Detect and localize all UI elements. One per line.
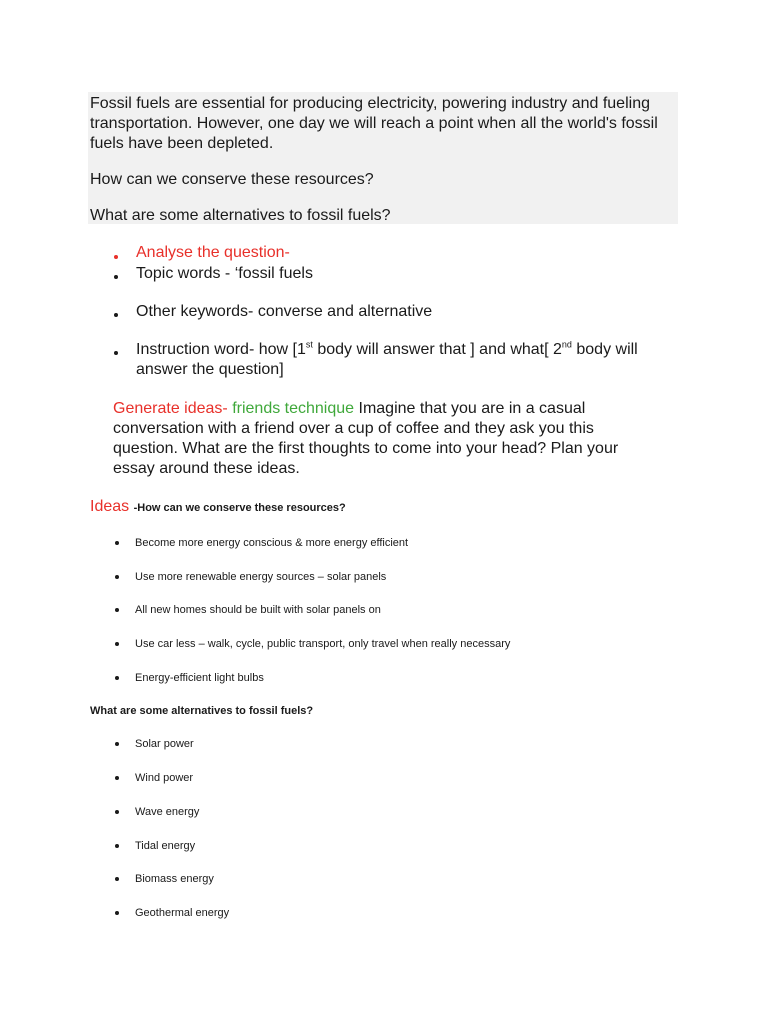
bullet-dot <box>115 608 119 612</box>
bullet-dot <box>115 642 119 646</box>
list-item: Energy-efficient light bulbs <box>135 672 264 684</box>
ideas-question: -How can we conserve these resources? <box>133 502 346 514</box>
instruction-part-2: body will answer that ] and what[ 2 <box>312 341 562 358</box>
analyse-heading: Analyse the question- <box>136 244 290 261</box>
topic-words: Topic words - ‘fossil fuels <box>136 265 313 282</box>
list-item: Tidal energy <box>135 840 196 852</box>
bullet-dot <box>114 313 118 317</box>
bullet-dot <box>115 541 119 545</box>
ideas-heading <box>90 497 346 517</box>
bullet-dot <box>115 810 119 814</box>
intro-question-1: How can we conserve these resources? <box>90 171 374 188</box>
bullet-dot <box>115 844 119 848</box>
bullet-dot <box>115 575 119 579</box>
bullet-dot <box>115 676 119 680</box>
friends-technique-label: friends technique <box>232 400 355 417</box>
list-item: Use car less – walk, cycle, public transport, only travel when really necessary <box>135 638 511 650</box>
list-item: Biomass energy <box>135 873 214 885</box>
list-item: Solar power <box>135 738 194 750</box>
alternatives-heading: What are some alternatives to fossil fuels? <box>90 705 314 717</box>
list-item: Wind power <box>135 772 194 784</box>
instruction-line-2: answer the question] <box>136 361 284 378</box>
bullet-dot <box>114 351 118 355</box>
bullet-dot <box>115 911 119 915</box>
intro-paragraph: Fossil fuels are essential for producing electricity, powering industry and fueling transportation. However, one day we will reach a point when all the world's fossil fuels have been depleted. <box>90 95 658 152</box>
bullet-dot <box>115 776 119 780</box>
bullet-dot <box>115 742 119 746</box>
ideas-label: Ideas <box>90 498 130 515</box>
list-item: Use more renewable energy sources – solar panels <box>135 571 387 583</box>
list-item: All new homes should be built with solar panels on <box>135 604 381 616</box>
other-keywords: Other keywords- converse and alternative <box>136 303 433 320</box>
list-item: Geothermal energy <box>135 907 230 919</box>
instruction-word <box>136 340 676 380</box>
instruction-part-3: body will <box>571 341 638 358</box>
instruction-sup-1: st <box>305 339 313 350</box>
bullet-dot <box>115 877 119 881</box>
generate-ideas-paragraph <box>113 399 633 479</box>
generate-ideas-text: Imagine that you are in a casual conversation with a friend over a cup of coffee and they ask you this question. What are the first thoughts to come into your head? Plan your essay around these ideas. <box>113 400 619 477</box>
instruction-part-1: Instruction word- how [1 <box>136 341 306 358</box>
intro-question-2: What are some alternatives to fossil fuels? <box>90 207 391 224</box>
list-item: Wave energy <box>135 806 200 818</box>
bullet-dot <box>114 275 118 279</box>
instruction-sup-2: nd <box>561 339 572 350</box>
list-item: Become more energy conscious & more energy efficient <box>135 537 409 549</box>
bullet-dot <box>114 255 118 259</box>
generate-ideas-label: Generate ideas- <box>113 400 228 417</box>
